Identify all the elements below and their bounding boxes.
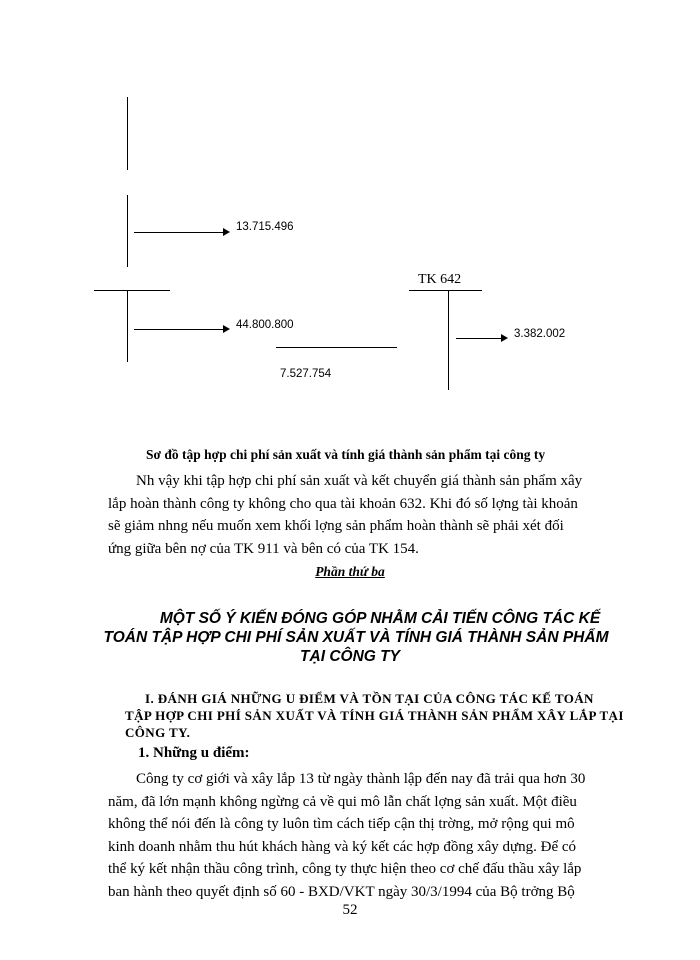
- paragraph-line: ứng giữa bên nợ của TK 911 và bên có của TK 154.: [108, 540, 419, 557]
- diagram-horizontal-line-middle: [276, 347, 397, 348]
- paragraph-line: không thể nói đến là công ty luôn tìm cách tiếp cận thị trờng, mở rộng qui mô: [108, 816, 575, 832]
- account-label-tk642: TK 642: [418, 272, 462, 287]
- section-title-line: TẬP HỢP CHI PHÍ SẢN XUẤT VÀ TÍNH GIÁ THÀNH SẢN PHẨM XÂY LẮP TẠI: [125, 708, 624, 723]
- chapter-title-line: TOÁN TẬP HỢP CHI PHÍ SẢN XUẤT VÀ TÍNH GIÁ THÀNH SẢN PHẨM: [103, 629, 609, 646]
- chapter-title-line: MỘT SỐ Ý KIẾN ĐÓNG GÓP NHẰM CẢI TIẾN CÔNG TÁC KẾ: [159, 610, 601, 627]
- section-title: [125, 690, 624, 741]
- amount-4: 3.382.002: [514, 328, 566, 340]
- chapter-title: [0, 609, 700, 666]
- diagram-caption: Sơ đồ tập hợp chi phí sản xuất và tính giá thành sản phẩm tại công ty: [146, 447, 546, 462]
- arrow-amount-2: [134, 329, 228, 330]
- section-title-line: I. ĐÁNH GIÁ NHỮNG U ĐIỂM VÀ TỒN TẠI CỦA CÔNG TÁC KẾ TOÁN: [145, 691, 594, 706]
- paragraph-line: năm, đã lớn mạnh không ngừng cả về qui mô lẫn chất lợng sản xuất. Một điều: [108, 793, 577, 810]
- paragraph-line: Nh vậy khi tập hợp chi phí sản xuất và kết chuyển giá thành sản phẩm xây: [136, 473, 583, 489]
- part-heading: Phần thứ ba: [315, 564, 385, 579]
- paragraph-strengths: [108, 768, 585, 903]
- diagram-horizontal-line-left: [94, 290, 170, 291]
- diagram-vertical-line-2: [127, 195, 128, 267]
- paragraph-line: ban hành theo quyết định số 60 - BXD/VKT ngày 30/3/1994 của Bộ trởng Bộ: [108, 883, 575, 900]
- diagram-vertical-line-3: [127, 290, 128, 362]
- page-number: 52: [342, 902, 358, 918]
- amount-1: 13.715.496: [236, 221, 294, 233]
- account-t-stem: [448, 290, 449, 390]
- diagram-vertical-line-1: [127, 97, 128, 170]
- paragraph-line: sẽ giảm nhng nếu muốn xem khối lợng sản phẩm hoàn thành sẽ phải xét đối: [108, 518, 564, 534]
- arrow-amount-4: [456, 338, 506, 339]
- amount-2: 44.800.800: [236, 319, 294, 331]
- paragraph-summary: [108, 470, 582, 560]
- chapter-title-line: TẠI CÔNG TY: [300, 648, 400, 665]
- arrow-amount-1: [134, 232, 228, 233]
- paragraph-line: Công ty cơ giới và xây lắp 13 từ ngày thành lập đến nay đã trải qua hơn 30: [136, 771, 586, 787]
- account-t-bar: [409, 290, 482, 291]
- paragraph-line: kinh doanh nhằm thu hút khách hàng và ký kết các hợp đồng xây dựng. Để có: [108, 838, 577, 855]
- paragraph-line: thể ký kết nhận thầu công trình, công ty thực hiện theo cơ chế đấu thầu xây lắp: [108, 861, 582, 877]
- section-title-line: CÔNG TY.: [125, 725, 191, 740]
- subsection-title: 1. Những u điểm:: [138, 745, 250, 761]
- paragraph-line: lắp hoàn thành công ty không cho qua tài khoản 632. Khi đó số lợng tài khoản: [108, 495, 578, 512]
- amount-3: 7.527.754: [280, 368, 332, 380]
